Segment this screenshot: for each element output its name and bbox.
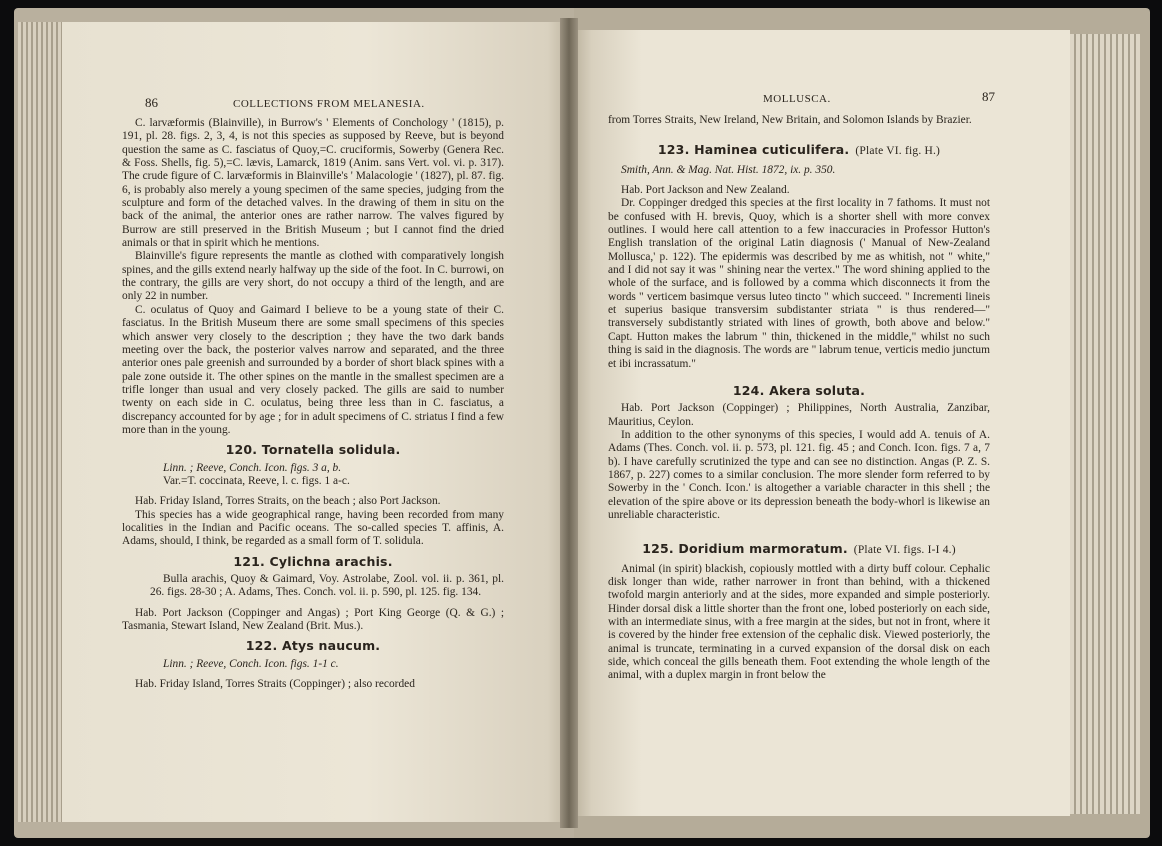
species-heading: 120. Tornatella solidula. — [225, 442, 401, 458]
right-running-head: MOLLUSCA. — [763, 93, 831, 105]
left-text-column — [122, 117, 504, 691]
paragraph: C. oculatus of Quoy and Gaimard I believe to be a young state of their C. fasciatus. In the British Museum there are some small specimens of this species which answer very closely to the description ; they have the two dark bands meeting over the back, the posterior valves narrow and separated, and the three anterior ones pale greenish and surrounded by a border of short black spines with a pale zone outside it. The other spines on the mantle in the smallest specimen are a trifle longer than usual and very closely packed. The gills are said to number twenty on each side in C. oculatus, being three less than in C. fasciatus, a discrepancy accounted for by age ; for in adult specimens of C. striatus I find a few more than in the young. — [122, 303, 504, 436]
paragraph: Blainville's figure represents the mantle as clothed with comparatively longish spines, and the gills extend nearly halfway up the side of the foot. In C. burrowi, on the contrary, the gills are very short, do not occupy a third of the length, and are only 22 in number. — [122, 250, 504, 303]
reference: Smith, Ann. & Mag. Nat. Hist. 1872, ix. p. 350. — [621, 163, 836, 176]
paragraph: Dr. Coppinger dredged this species at the first locality in 7 fathoms. It must not be confused with H. brevis, Quoy, which is a shorter shell with more convex outlines. I would here call attention to a few inaccuracies in Professor Hutton's English translation of the original Latin diagnosis (' Manual of New-Zealand Mollusca,' p. 122). The epidermis was described by me as whitish, not " white," and I did not say it was " shining near the vertex." The word shining applied to the whole of the surface, and is followed by a comma which disconnects it from the words " verticem basimque versus luteo tincto " which succeed. " Incrementi lineis et superius basique transversim subdistanter striata " is thus rendered—" transversely subdistantly striated with lines of growth, both above and below." Capt. Hutton makes the labrum " thin, thickened in the middle," whilst no such thing is said in the diagnosis. The words are " labrum tenue, verticis medio junctum et ibi incrassatum." — [608, 197, 990, 370]
reference: Linn. ; Reeve, Conch. Icon. figs. 1-1 c. — [163, 657, 339, 670]
habitat: Hab. Port Jackson (Coppinger) ; Philippines, North Australia, Zanzibar, Mauritius, Ceylon. — [608, 402, 990, 428]
reference: Var.=T. coccinata, Reeve, l. c. figs. 1 a-c. — [163, 474, 350, 487]
species-title: 123. Haminea cuticulifera. — [657, 142, 850, 158]
habitat: Hab. Port Jackson (Coppinger and Angas) ; Port King George (Q. & G.) ; Tasmania, Stewart Island, New Zealand (Brit. Mus.). — [122, 606, 504, 633]
paragraph: In addition to the other synonyms of this species, I would add A. tenuis of A. Adams (Thes. Conch. vol. ii. p. 573, pl. 121. fig. 45 ; and Conch. Icon. figs. 7 a, 7 b). I have carefully scrutinized the type and can see no distinction. Angas (P. Z. S. 1867, p. 227) comes to a similar conclusion. The more slender form referred to by Sowerby in the ' Conch. Icon.' is altogether a variable character in this shell ; the elevation of the spire above or its depression beneath the body-whorl is likewise an unreliable characteristic. — [608, 428, 990, 521]
species-heading: 121. Cylichna arachis. — [233, 553, 393, 569]
paragraph: This species has a wide geographical range, having been recorded from many localities in the Indian and Pacific oceans. The so-called species T. affinis, A. Adams, should, I think, be regarded as a small form of T. solidula. — [122, 508, 504, 548]
paragraph: C. larvæformis (Blainville), in Burrow's ' Elements of Conchology ' (1815), p. 191, pl. 28. figs. 2, 3, 4, is not this species as supposed by Reeve, but is beyond question the same as C. fasciatus of Quoy,=C. cruciformis, Sowerby (Genera Rec. & Foss. Shells, fig. 5),=C. lævis, Lamarck, 1819 (Anim. sans Vert. vol. vi. p. 317). The crude figure of C. larvæformis in Blainville's ' Malacologie ' (1827), pl. 87. fig. 6, is probably also merely a young specimen of the same species, judging from the sculpture and form of the detached valves. In the drawing of them in situ on the back of the animal, the anterior ones are rather narrow. The valves figured by Burrow are still preserved in the British Museum ; but I cannot find the dried animals or that in spirit which he mentions. — [122, 117, 504, 250]
left-page-number: 86 — [145, 95, 158, 110]
habitat: Hab. Port Jackson and New Zealand. — [621, 184, 790, 197]
reference: Linn. ; Reeve, Conch. Icon. figs. 3 a, b. — [163, 461, 342, 474]
right-page-number: 87 — [982, 89, 995, 104]
habitat: Hab. Friday Island, Torres Straits, on the beach ; also Port Jackson. — [135, 495, 441, 508]
left-running-head: COLLECTIONS FROM MELANESIA. — [233, 98, 425, 110]
species-title: 125. Doridium marmoratum. — [642, 541, 848, 557]
page-edges-right — [1068, 34, 1140, 814]
species-heading — [608, 143, 990, 158]
species-heading — [608, 542, 990, 557]
page-edges-left — [18, 22, 64, 822]
paragraph: Animal (in spirit) blackish, copiously mottled with a dirty buff colour. Cephalic disk longer than wide, rather narrower in front than behind, with a thickened twofold margin anteriorly and at the sides, more expanded and simple posteriorly. Hinder dorsal disk a little shorter than the front one, lobed posteriorly on each side, with an intermediate sinus, with a free margin at the sides, but not in front, where it is covered by the hinder free extension of the cephalic disk. Viewed posteriorly, the animal is truncate, terminating in a curved expansion of the dorsal disk on each side, which conceal the gills beneath them. Foot extending the whole length of the animal, with a duplex margin in front below the — [608, 562, 990, 682]
habitat: Hab. Friday Island, Torres Straits (Coppinger) ; also recorded — [135, 678, 415, 691]
plate-reference: (Plate VI. figs. I-I 4.) — [853, 544, 956, 557]
species-heading: 124. Akera soluta. — [732, 382, 866, 398]
book-gutter — [560, 18, 578, 828]
plate-reference: (Plate VI. fig. H.) — [855, 145, 941, 158]
paragraph: from Torres Straits, New Ireland, New Britain, and Solomon Islands by Brazier. — [608, 114, 972, 126]
reference: Bulla arachis, Quoy & Gaimard, Voy. Astrolabe, Zool. vol. ii. p. 361, pl. 26. figs. 28-30 ; A. Adams, Thes. Conch. vol. ii. p. 590, pl. 125. fig. 134. — [150, 573, 504, 599]
right-text-column — [608, 114, 990, 683]
species-heading: 122. Atys naucum. — [245, 638, 381, 654]
